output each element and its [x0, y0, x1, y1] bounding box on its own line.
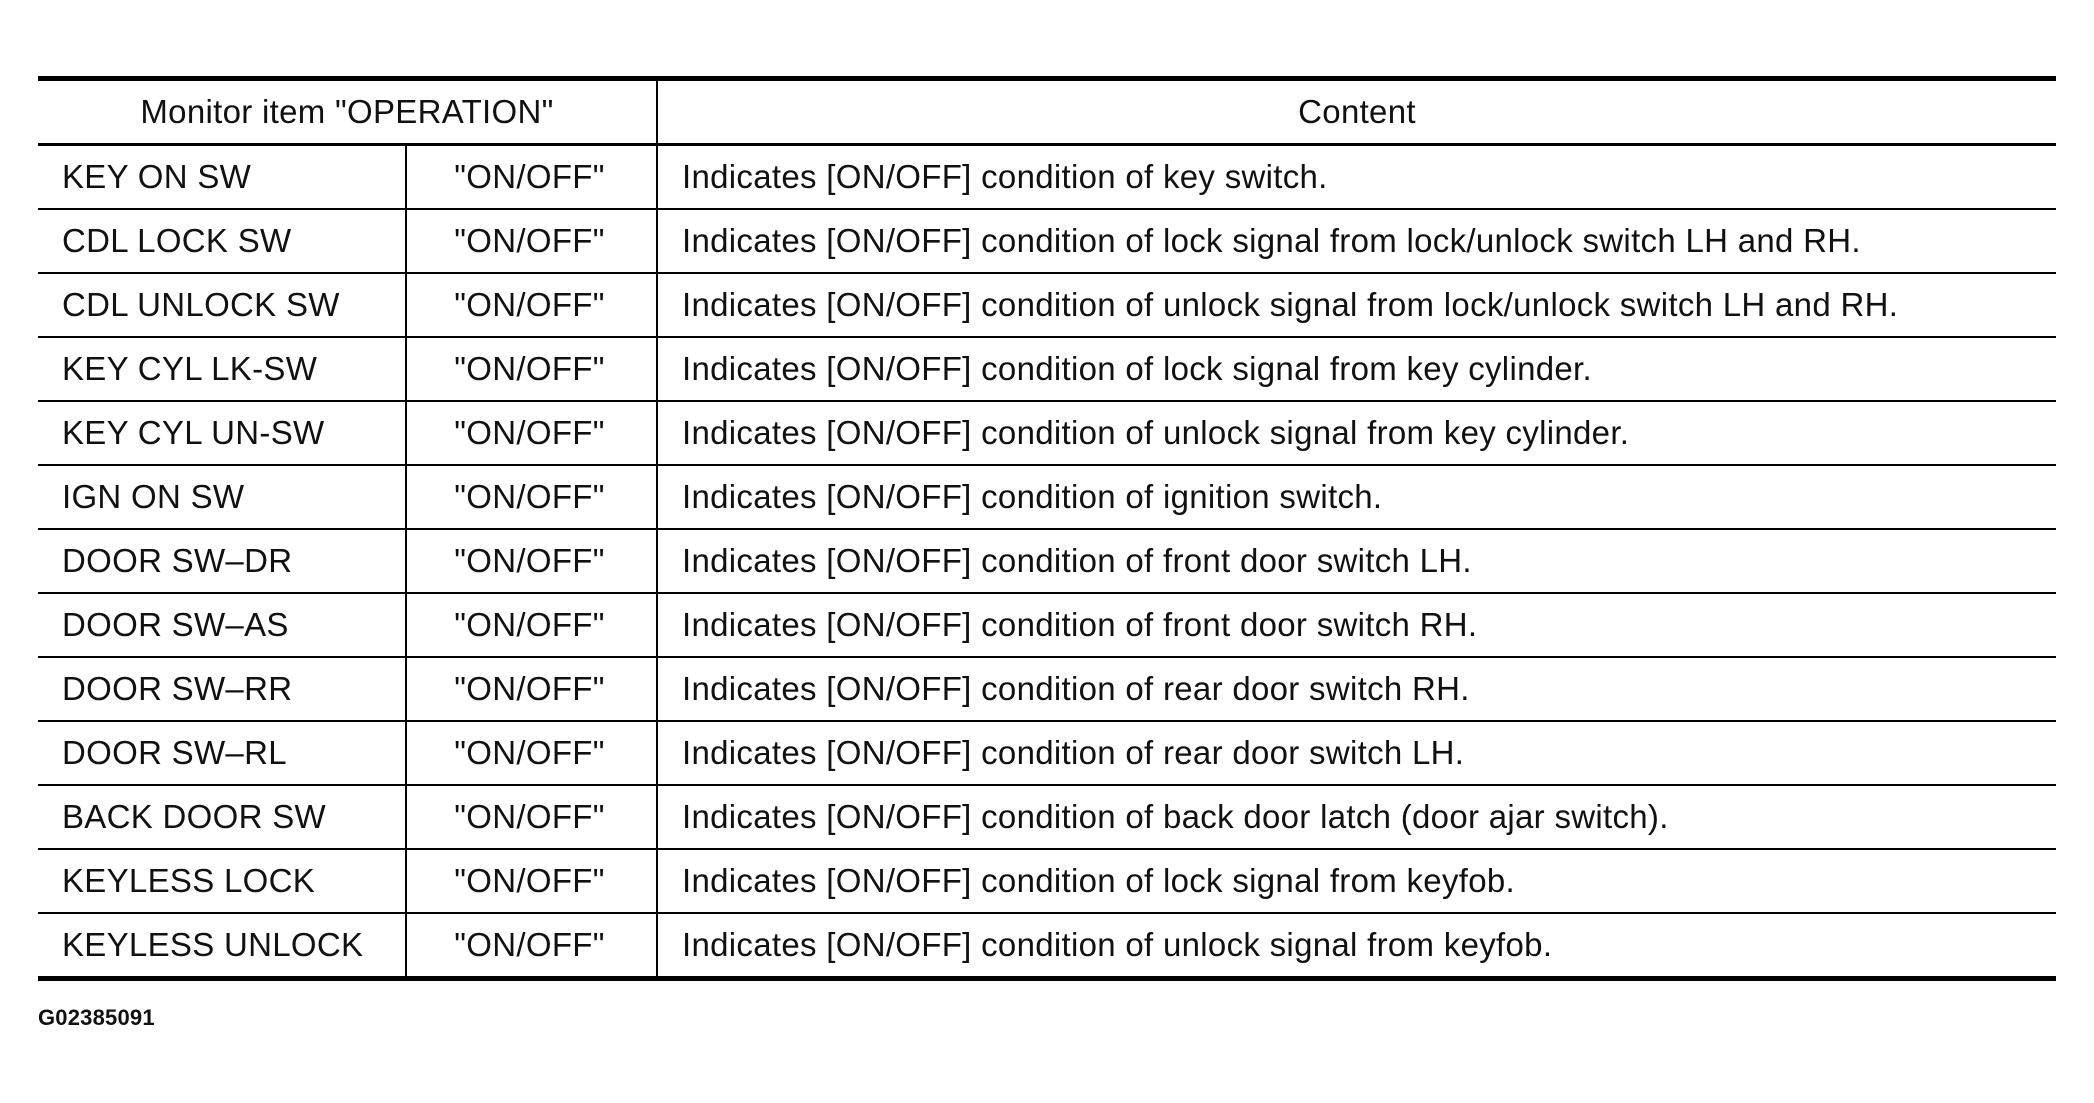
table-row: [38, 593, 2056, 657]
table-row: [38, 209, 2056, 273]
cell-content: Indicates [ON/OFF] condition of rear door switch RH.: [657, 657, 2056, 721]
table-row: [38, 721, 2056, 785]
cell-item: KEY CYL LK-SW: [38, 337, 406, 401]
cell-value: "ON/OFF": [406, 273, 657, 337]
cell-item: KEYLESS LOCK: [38, 849, 406, 913]
cell-value: "ON/OFF": [406, 785, 657, 849]
cell-item: CDL UNLOCK SW: [38, 273, 406, 337]
cell-content: Indicates [ON/OFF] condition of front door switch LH.: [657, 529, 2056, 593]
cell-item: BACK DOOR SW: [38, 785, 406, 849]
cell-item: DOOR SW–RL: [38, 721, 406, 785]
cell-item: DOOR SW–AS: [38, 593, 406, 657]
cell-content: Indicates [ON/OFF] condition of front door switch RH.: [657, 593, 2056, 657]
cell-item: IGN ON SW: [38, 465, 406, 529]
cell-content: Indicates [ON/OFF] condition of ignition switch.: [657, 465, 2056, 529]
cell-content: Indicates [ON/OFF] condition of key switch.: [657, 145, 2056, 210]
cell-content: Indicates [ON/OFF] condition of rear door switch LH.: [657, 721, 2056, 785]
cell-content: Indicates [ON/OFF] condition of unlock signal from lock/unlock switch LH and RH.: [657, 273, 2056, 337]
cell-item: DOOR SW–RR: [38, 657, 406, 721]
monitor-item-table: [38, 76, 2056, 981]
cell-value: "ON/OFF": [406, 593, 657, 657]
monitor-item-table-container: [38, 76, 2056, 981]
figure-id: G02385091: [38, 1005, 155, 1030]
cell-content: Indicates [ON/OFF] condition of lock signal from key cylinder.: [657, 337, 2056, 401]
table-row: [38, 273, 2056, 337]
table-row: [38, 145, 2056, 210]
cell-item: CDL LOCK SW: [38, 209, 406, 273]
header-row: [38, 79, 2056, 145]
cell-item: KEYLESS UNLOCK: [38, 913, 406, 979]
header-content: Content: [657, 79, 2056, 145]
table-row: [38, 337, 2056, 401]
cell-value: "ON/OFF": [406, 913, 657, 979]
table-row: [38, 401, 2056, 465]
cell-value: "ON/OFF": [406, 209, 657, 273]
cell-item: KEY CYL UN-SW: [38, 401, 406, 465]
table-row: [38, 785, 2056, 849]
table-row: [38, 913, 2056, 979]
cell-value: "ON/OFF": [406, 337, 657, 401]
cell-value: "ON/OFF": [406, 721, 657, 785]
table-row: [38, 849, 2056, 913]
header-monitor-item: Monitor item "OPERATION": [38, 79, 657, 145]
table-row: [38, 657, 2056, 721]
cell-item: DOOR SW–DR: [38, 529, 406, 593]
table-row: [38, 529, 2056, 593]
cell-content: Indicates [ON/OFF] condition of back door latch (door ajar switch).: [657, 785, 2056, 849]
cell-value: "ON/OFF": [406, 849, 657, 913]
cell-item: KEY ON SW: [38, 145, 406, 210]
cell-content: Indicates [ON/OFF] condition of unlock signal from keyfob.: [657, 913, 2056, 979]
cell-value: "ON/OFF": [406, 465, 657, 529]
cell-value: "ON/OFF": [406, 657, 657, 721]
cell-value: "ON/OFF": [406, 529, 657, 593]
cell-content: Indicates [ON/OFF] condition of lock signal from keyfob.: [657, 849, 2056, 913]
table-header: [38, 79, 2056, 145]
cell-content: Indicates [ON/OFF] condition of unlock signal from key cylinder.: [657, 401, 2056, 465]
table-body: [38, 145, 2056, 979]
cell-value: "ON/OFF": [406, 401, 657, 465]
table-row: [38, 465, 2056, 529]
cell-content: Indicates [ON/OFF] condition of lock signal from lock/unlock switch LH and RH.: [657, 209, 2056, 273]
cell-value: "ON/OFF": [406, 145, 657, 210]
